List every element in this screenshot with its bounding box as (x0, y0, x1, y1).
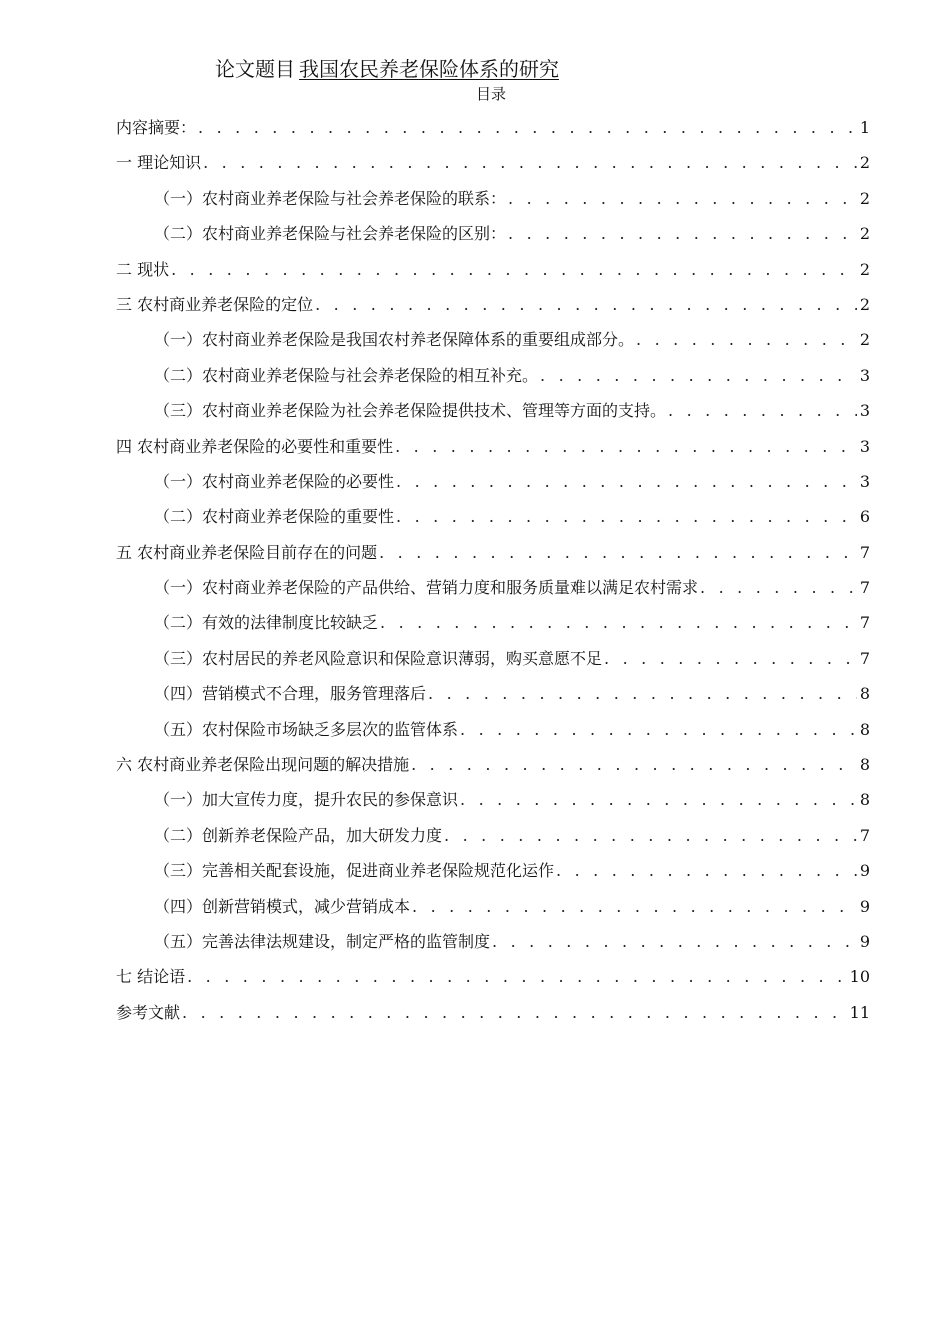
toc-entry-label: （一）农村商业养老保险的产品供给、营销力度和服务质量难以满足农村需求 (154, 578, 699, 598)
toc-entry[interactable] (116, 542, 870, 577)
table-of-contents (116, 117, 870, 1037)
toc-entry[interactable] (116, 896, 870, 931)
toc-dot-leader (198, 117, 857, 139)
toc-entry[interactable] (116, 259, 870, 294)
toc-entry[interactable] (116, 294, 870, 329)
toc-entry-page-number: 2 (859, 294, 870, 314)
toc-entry[interactable] (116, 117, 870, 152)
toc-entry-label: 七 结论语 (116, 967, 186, 987)
toc-entry-label: （三）农村商业养老保险为社会养老保险提供技术、管理等方面的支持。 (154, 401, 667, 421)
toc-entry-label: （一）农村商业养老保险与社会养老保险的联系： (154, 188, 507, 208)
toc-entry-label: （三）完善相关配套设施，促进商业养老保险规范化运作 (154, 861, 555, 881)
toc-dot-leader (428, 683, 857, 705)
toc-dot-leader (700, 577, 857, 599)
toc-entry-label: （二）创新养老保险产品，加大研发力度 (154, 825, 443, 845)
toc-entry[interactable] (116, 931, 870, 966)
toc-entry-page-number: 7 (859, 613, 870, 633)
toc-entry-page-number: 6 (859, 507, 870, 527)
title-prefix: 论文题目 (215, 57, 295, 81)
toc-entry-page-number: 8 (859, 755, 870, 775)
toc-entry-page-number: 1 (859, 118, 870, 137)
toc-dot-leader (396, 506, 857, 528)
toc-entry[interactable] (116, 789, 870, 824)
toc-entry-page-number: 9 (859, 861, 870, 881)
toc-entry-label: 三 农村商业养老保险的定位 (116, 294, 314, 314)
toc-entry-label: 四 农村商业养老保险的必要性和重要性 (116, 436, 394, 456)
toc-dot-leader (379, 542, 857, 564)
toc-entry-page-number: 2 (859, 224, 870, 244)
toc-dot-leader (636, 329, 857, 351)
toc-dot-leader (203, 152, 857, 174)
toc-entry-label: 内容摘要： (116, 118, 197, 137)
toc-dot-leader (171, 259, 857, 281)
toc-entry[interactable] (116, 683, 870, 718)
toc-entry-page-number: 11 (849, 1002, 870, 1022)
toc-dot-leader (508, 188, 857, 210)
toc-entry-label: 一 理论知识 (116, 153, 202, 173)
toc-dot-leader (492, 931, 857, 953)
toc-entry-label: （二）有效的法律制度比较缺乏 (154, 613, 379, 633)
toc-entry-label: （四）创新营销模式，减少营销成本 (154, 896, 411, 916)
toc-dot-leader (556, 860, 857, 882)
toc-entry[interactable] (116, 188, 870, 223)
toc-entry[interactable] (116, 365, 870, 400)
toc-dot-leader (444, 825, 857, 847)
toc-entry-label: （二）农村商业养老保险与社会养老保险的相互补充。 (154, 365, 539, 385)
toc-entry[interactable] (116, 612, 870, 647)
toc-entry[interactable] (116, 223, 870, 258)
toc-dot-leader (460, 789, 857, 811)
toc-entry-label: 六 农村商业养老保险出现问题的解决措施 (116, 755, 410, 775)
toc-entry-page-number: 2 (859, 188, 870, 208)
toc-entry-page-number: 2 (859, 330, 870, 350)
toc-entry-page-number: 3 (859, 471, 870, 491)
toc-entry-label: （二）农村商业养老保险与社会养老保险的区别： (154, 224, 507, 244)
toc-entry[interactable] (116, 754, 870, 789)
toc-entry-label: （五）完善法律法规建设，制定严格的监管制度 (154, 931, 491, 951)
toc-entry-page-number: 2 (859, 259, 870, 279)
toc-entry-page-number: 10 (849, 967, 870, 987)
toc-dot-leader (460, 719, 857, 741)
toc-entry-page-number: 3 (859, 365, 870, 385)
toc-entry-label: （四）营销模式不合理，服务管理落后 (154, 684, 427, 704)
thesis-title-line (215, 56, 573, 82)
toc-dot-leader (380, 612, 857, 634)
toc-dot-leader (315, 294, 857, 316)
toc-entry-page-number: 3 (859, 401, 870, 421)
toc-entry[interactable] (116, 860, 870, 895)
toc-entry-label: （五）农村保险市场缺乏多层次的监管体系 (154, 719, 459, 739)
toc-dot-leader (508, 223, 857, 245)
toc-entry-page-number: 7 (859, 648, 870, 668)
toc-entry-page-number: 9 (859, 896, 870, 916)
toc-entry[interactable] (116, 152, 870, 187)
toc-dot-leader (182, 1002, 847, 1024)
toc-dot-leader (396, 471, 857, 493)
toc-entry-label: （三）农村居民的养老风险意识和保险意识薄弱，购买意愿不足 (154, 648, 603, 668)
toc-entry-label: （一）农村商业养老保险的必要性 (154, 471, 395, 491)
toc-dot-leader (412, 896, 857, 918)
toc-entry[interactable] (116, 436, 870, 471)
toc-dot-leader (411, 754, 857, 776)
toc-dot-leader (395, 436, 857, 458)
toc-entry-page-number: 8 (859, 719, 870, 739)
toc-entry[interactable] (116, 825, 870, 860)
toc-entry-page-number: 9 (859, 931, 870, 951)
toc-entry[interactable] (116, 471, 870, 506)
toc-entry-page-number: 3 (859, 436, 870, 456)
toc-entry-page-number: 2 (859, 153, 870, 173)
toc-entry[interactable] (116, 577, 870, 612)
toc-entry[interactable] (116, 329, 870, 364)
toc-entry-label: 五 农村商业养老保险目前存在的问题 (116, 542, 378, 562)
toc-entry-label: （二）农村商业养老保险的重要性 (154, 507, 395, 527)
toc-entry-label: （一）农村商业养老保险是我国农村养老保障体系的重要组成部分。 (154, 330, 635, 350)
toc-entry[interactable] (116, 506, 870, 541)
thesis-title: 我国农民养老保险体系的研究 (299, 57, 559, 81)
toc-entry-label: （一）加大宣传力度，提升农民的参保意识 (154, 790, 459, 810)
toc-dot-leader (540, 365, 857, 387)
toc-heading: 目录 (475, 85, 506, 103)
toc-entry[interactable] (116, 966, 870, 1001)
toc-entry-page-number: 8 (859, 684, 870, 704)
toc-dot-leader (668, 400, 857, 422)
toc-entry[interactable] (116, 400, 870, 435)
toc-entry[interactable] (116, 648, 870, 683)
toc-entry-label: 二 现状 (116, 259, 170, 279)
toc-entry-page-number: 7 (859, 542, 870, 562)
toc-entry-label: 参考文献 (116, 1002, 181, 1022)
toc-dot-leader (604, 648, 857, 670)
toc-entry-page-number: 7 (859, 825, 870, 845)
toc-entry[interactable] (116, 1002, 870, 1037)
toc-entry-page-number: 7 (859, 578, 870, 598)
toc-dot-leader (187, 966, 847, 988)
toc-entry-page-number: 8 (859, 790, 870, 810)
toc-entry[interactable] (116, 719, 870, 754)
